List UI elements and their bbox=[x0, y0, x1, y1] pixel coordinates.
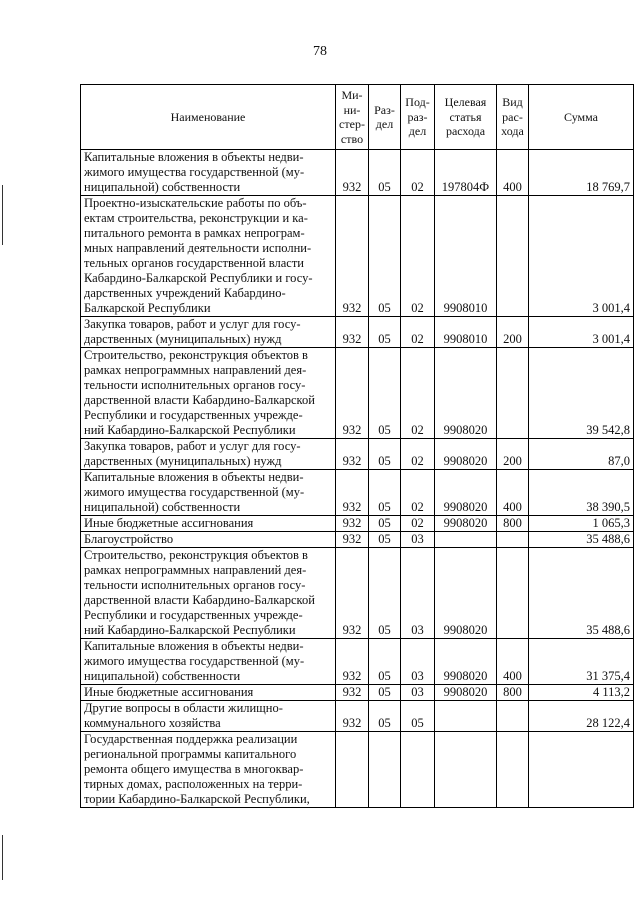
table-row bbox=[81, 150, 634, 196]
row-target-article: 9908010 bbox=[435, 317, 497, 348]
row-sum: 3 001,4 bbox=[529, 317, 634, 348]
table-row bbox=[81, 470, 634, 516]
row-ministry: 932 bbox=[336, 317, 369, 348]
row-sum bbox=[529, 732, 634, 808]
row-section: 05 bbox=[369, 639, 401, 685]
row-target-article: 9908020 bbox=[435, 548, 497, 639]
row-name: Иные бюджетные ассигнования bbox=[81, 516, 336, 532]
row-ministry: 932 bbox=[336, 639, 369, 685]
row-target-article: 9908020 bbox=[435, 685, 497, 701]
row-name: Закупка товаров, работ и услуг для госу- дарственных (муниципальных) нужд bbox=[81, 439, 336, 470]
row-target-article: 9908020 bbox=[435, 470, 497, 516]
row-target-article: 9908020 bbox=[435, 439, 497, 470]
row-expense-type: 800 bbox=[497, 516, 529, 532]
row-subsection: 02 bbox=[401, 516, 435, 532]
row-ministry: 932 bbox=[336, 548, 369, 639]
row-ministry: 932 bbox=[336, 532, 369, 548]
row-sum: 35 488,6 bbox=[529, 532, 634, 548]
row-target-article bbox=[435, 701, 497, 732]
table-row bbox=[81, 439, 634, 470]
row-subsection: 03 bbox=[401, 639, 435, 685]
header-row bbox=[81, 85, 634, 150]
row-subsection: 02 bbox=[401, 470, 435, 516]
row-section: 05 bbox=[369, 548, 401, 639]
row-name: Строительство, реконструкция объектов в рамках непрограммных направлений дея- тельности исполнительных органов госу- дарственной власти Кабардино-Балкарской Республики и государственных учрежде- ний Кабардино-Балкарской Республики bbox=[81, 548, 336, 639]
row-subsection: 03 bbox=[401, 532, 435, 548]
row-expense-type: 800 bbox=[497, 685, 529, 701]
row-ministry: 932 bbox=[336, 470, 369, 516]
row-expense-type bbox=[497, 732, 529, 808]
row-sum: 35 488,6 bbox=[529, 548, 634, 639]
row-name: Строительство, реконструкция объектов в рамках непрограммных направлений дея- тельности исполнительных органов госу- дарственной власти Кабардино-Балкарской Республики и государственных учрежде- ний Кабардино-Балкарской Республики bbox=[81, 348, 336, 439]
row-name: Капитальные вложения в объекты недви- жимого имущества государственной (му- ниципальной) собственности bbox=[81, 150, 336, 196]
row-expense-type bbox=[497, 196, 529, 317]
row-section: 05 bbox=[369, 532, 401, 548]
table-row bbox=[81, 317, 634, 348]
row-name: Проектно-изыскательские работы по объ- ектам строительства, реконструкции и ка- питального ремонта в рамках непрограм- мных направлений деятельности исполни- тельных органов государственной власти Кабардино-Балкарской Республики и госу- дарственных учреждений Кабардино- Балкарской Республики bbox=[81, 196, 336, 317]
row-target-article bbox=[435, 532, 497, 548]
row-subsection: 03 bbox=[401, 685, 435, 701]
table-body bbox=[81, 150, 634, 808]
table-row bbox=[81, 516, 634, 532]
row-sum: 31 375,4 bbox=[529, 639, 634, 685]
row-ministry: 932 bbox=[336, 516, 369, 532]
row-sum: 18 769,7 bbox=[529, 150, 634, 196]
scan-edge-mark bbox=[2, 835, 3, 880]
budget-table bbox=[80, 84, 634, 808]
row-name: Закупка товаров, работ и услуг для госу- дарственных (муниципальных) нужд bbox=[81, 317, 336, 348]
row-section: 05 bbox=[369, 685, 401, 701]
row-name: Капитальные вложения в объекты недви- жимого имущества государственной (му- ниципальной) собственности bbox=[81, 639, 336, 685]
row-section: 05 bbox=[369, 348, 401, 439]
row-section: 05 bbox=[369, 196, 401, 317]
row-section: 05 bbox=[369, 317, 401, 348]
row-name: Государственная поддержка реализации региональной программы капитального ремонта общего имущества в многоквар- тирных домах, расположенных на терри- тории Кабардино-Балкарской Республики, bbox=[81, 732, 336, 808]
row-section: 05 bbox=[369, 470, 401, 516]
row-target-article: 197804Ф bbox=[435, 150, 497, 196]
row-expense-type bbox=[497, 348, 529, 439]
row-name: Другие вопросы в области жилищно- коммунального хозяйства bbox=[81, 701, 336, 732]
row-target-article: 9908020 bbox=[435, 348, 497, 439]
table-row bbox=[81, 196, 634, 317]
row-target-article: 9908020 bbox=[435, 639, 497, 685]
header-expense-type: Вид рас- хода bbox=[497, 85, 529, 150]
row-section: 05 bbox=[369, 701, 401, 732]
row-sum: 1 065,3 bbox=[529, 516, 634, 532]
row-section: 05 bbox=[369, 150, 401, 196]
row-ministry: 932 bbox=[336, 701, 369, 732]
row-ministry: 932 bbox=[336, 439, 369, 470]
row-ministry: 932 bbox=[336, 196, 369, 317]
row-subsection: 02 bbox=[401, 439, 435, 470]
row-subsection: 02 bbox=[401, 196, 435, 317]
row-expense-type bbox=[497, 701, 529, 732]
row-subsection: 02 bbox=[401, 348, 435, 439]
row-sum: 4 113,2 bbox=[529, 685, 634, 701]
row-expense-type: 400 bbox=[497, 639, 529, 685]
header-target-article: Целевая статья расхода bbox=[435, 85, 497, 150]
row-section: 05 bbox=[369, 516, 401, 532]
row-sum: 38 390,5 bbox=[529, 470, 634, 516]
row-subsection: 02 bbox=[401, 317, 435, 348]
row-sum: 3 001,4 bbox=[529, 196, 634, 317]
row-section bbox=[369, 732, 401, 808]
row-subsection: 03 bbox=[401, 548, 435, 639]
row-expense-type: 200 bbox=[497, 439, 529, 470]
row-name: Капитальные вложения в объекты недви- жимого имущества государственной (му- ниципальной) собственности bbox=[81, 470, 336, 516]
row-name: Иные бюджетные ассигнования bbox=[81, 685, 336, 701]
header-subsection: Под- раз- дел bbox=[401, 85, 435, 150]
row-sum: 87,0 bbox=[529, 439, 634, 470]
row-ministry: 932 bbox=[336, 685, 369, 701]
header-section: Раз- дел bbox=[369, 85, 401, 150]
row-target-article bbox=[435, 732, 497, 808]
row-ministry: 932 bbox=[336, 150, 369, 196]
table-row bbox=[81, 348, 634, 439]
table-row bbox=[81, 732, 634, 808]
row-expense-type: 200 bbox=[497, 317, 529, 348]
page-number: 78 bbox=[313, 44, 327, 59]
row-name: Благоустройство bbox=[81, 532, 336, 548]
row-target-article: 9908010 bbox=[435, 196, 497, 317]
table-row bbox=[81, 639, 634, 685]
table-row bbox=[81, 532, 634, 548]
table-row bbox=[81, 701, 634, 732]
scan-edge-mark bbox=[2, 185, 3, 245]
row-subsection: 05 bbox=[401, 701, 435, 732]
table-row bbox=[81, 548, 634, 639]
row-subsection bbox=[401, 732, 435, 808]
row-expense-type bbox=[497, 532, 529, 548]
row-subsection: 02 bbox=[401, 150, 435, 196]
row-expense-type: 400 bbox=[497, 470, 529, 516]
header-ministry: Ми- ни- стер- ство bbox=[336, 85, 369, 150]
row-target-article: 9908020 bbox=[435, 516, 497, 532]
row-expense-type: 400 bbox=[497, 150, 529, 196]
row-ministry: 932 bbox=[336, 348, 369, 439]
table-row bbox=[81, 685, 634, 701]
row-ministry bbox=[336, 732, 369, 808]
row-sum: 39 542,8 bbox=[529, 348, 634, 439]
row-sum: 28 122,4 bbox=[529, 701, 634, 732]
header-sum: Сумма bbox=[529, 85, 634, 150]
header-name: Наименование bbox=[81, 85, 336, 150]
row-section: 05 bbox=[369, 439, 401, 470]
row-expense-type bbox=[497, 548, 529, 639]
